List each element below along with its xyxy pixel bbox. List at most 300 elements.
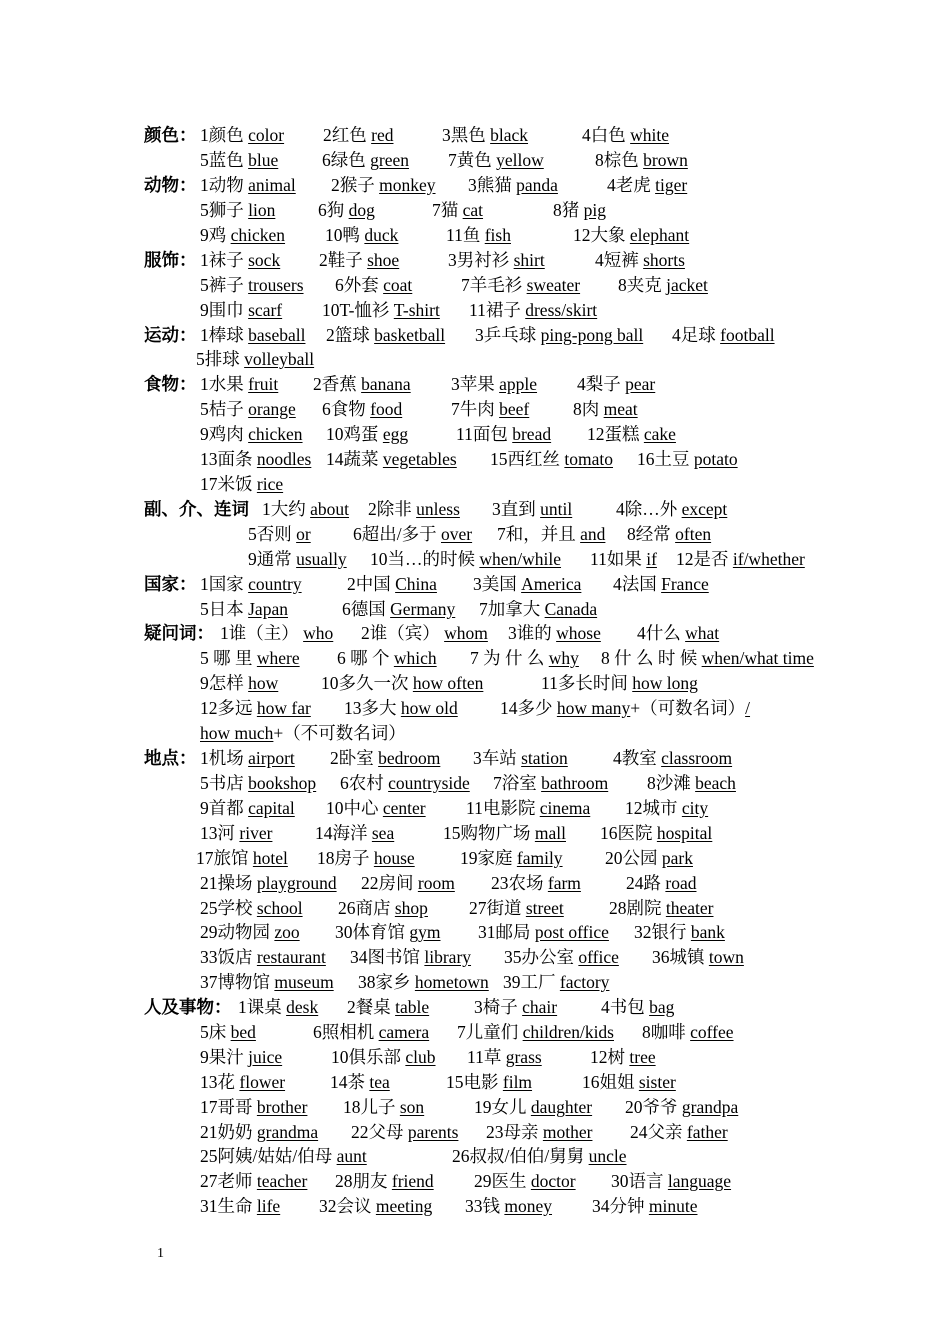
english-term: minute bbox=[648, 1196, 698, 1216]
vocab-entry bbox=[322, 299, 440, 321]
vocab-entry bbox=[200, 747, 295, 769]
chinese-term: 9鸡 bbox=[200, 225, 227, 245]
chinese-term: 8 什 么 时 候 bbox=[601, 648, 698, 668]
chinese-term: 23母亲 bbox=[486, 1122, 539, 1142]
vocab-entry bbox=[331, 1046, 436, 1068]
vocab-entry bbox=[582, 1071, 676, 1093]
chinese-term: 30语言 bbox=[611, 1171, 664, 1191]
chinese-term: 2红色 bbox=[323, 125, 367, 145]
chinese-term: 7加拿大 bbox=[479, 599, 541, 619]
english-term: and bbox=[580, 524, 606, 544]
vocab-entry bbox=[457, 1021, 614, 1043]
english-term: why bbox=[548, 648, 579, 668]
chinese-term: 8猪 bbox=[553, 200, 580, 220]
chinese-term: 34图书馆 bbox=[350, 947, 420, 967]
chinese-term: 2卧室 bbox=[330, 748, 374, 768]
chinese-term: 5桔子 bbox=[200, 399, 244, 419]
vocab-entry bbox=[200, 797, 295, 819]
chinese-term: 2猴子 bbox=[331, 175, 375, 195]
english-term: country bbox=[248, 574, 302, 594]
vocab-entry bbox=[452, 1145, 627, 1167]
english-term: apple bbox=[499, 374, 538, 394]
vocab-entry bbox=[326, 797, 426, 819]
english-term: green bbox=[370, 150, 409, 170]
vocab-entry bbox=[200, 149, 278, 171]
chinese-term: 6超出/多于 bbox=[353, 524, 437, 544]
english-term: sock bbox=[248, 250, 281, 270]
vocab-entry bbox=[326, 448, 457, 470]
english-term: table bbox=[395, 997, 430, 1017]
vocab-entry bbox=[503, 971, 609, 993]
english-term: beach bbox=[695, 773, 736, 793]
english-term: ping-pong ball bbox=[540, 325, 644, 345]
chinese-term: 4书包 bbox=[601, 997, 645, 1017]
english-term: if/whether bbox=[732, 549, 805, 569]
english-term: shop bbox=[394, 898, 428, 918]
vocab-entry bbox=[335, 921, 441, 943]
english-term: city bbox=[681, 798, 709, 818]
vocab-entry bbox=[486, 1121, 592, 1143]
chinese-term: 7浴室 bbox=[493, 773, 537, 793]
chinese-term: 29医生 bbox=[474, 1171, 527, 1191]
chinese-term: 13花 bbox=[200, 1072, 235, 1092]
english-term: often bbox=[675, 524, 712, 544]
english-term: language bbox=[667, 1171, 732, 1191]
vocab-entry bbox=[446, 1071, 532, 1093]
vocab-entry bbox=[200, 897, 303, 919]
english-term: bed bbox=[230, 1022, 256, 1042]
chinese-term: 13面条 bbox=[200, 449, 253, 469]
chinese-term: 5否则 bbox=[248, 524, 292, 544]
english-term: brown bbox=[643, 150, 688, 170]
chinese-term: 2餐桌 bbox=[347, 997, 391, 1017]
vocab-entry bbox=[625, 1096, 738, 1118]
page-number: 1 bbox=[157, 1246, 164, 1261]
english-term: fish bbox=[484, 225, 511, 245]
english-term: how often bbox=[412, 673, 484, 693]
chinese-term: 14茶 bbox=[330, 1072, 365, 1092]
vocab-entry bbox=[200, 1170, 307, 1192]
english-term: restaurant bbox=[256, 947, 326, 967]
chinese-term: 30体育馆 bbox=[335, 922, 405, 942]
chinese-term: 4老虎 bbox=[607, 175, 651, 195]
english-term: town bbox=[708, 947, 744, 967]
vocab-entry bbox=[200, 772, 316, 794]
vocab-entry bbox=[248, 523, 311, 545]
english-term: airport bbox=[248, 748, 295, 768]
vocab-entry bbox=[200, 199, 275, 221]
chinese-term: 11鱼 bbox=[446, 225, 481, 245]
english-term: how far bbox=[256, 698, 311, 718]
chinese-term: 11多长时间 bbox=[541, 673, 628, 693]
chinese-term: 21奶奶 bbox=[200, 1122, 253, 1142]
vocab-entry bbox=[200, 971, 334, 993]
chinese-term: 11如果 bbox=[590, 549, 642, 569]
english-term: tiger bbox=[655, 175, 688, 195]
vocab-entry bbox=[478, 921, 609, 943]
vocab-entry bbox=[595, 149, 688, 171]
chinese-term: 16土豆 bbox=[637, 449, 690, 469]
chinese-term: 34分钟 bbox=[592, 1196, 645, 1216]
vocab-entry bbox=[605, 847, 693, 869]
chinese-term: 8肉 bbox=[573, 399, 600, 419]
vocab-entry bbox=[627, 523, 711, 545]
english-term: banana bbox=[361, 374, 411, 394]
chinese-term: 33饭店 bbox=[200, 947, 253, 967]
chinese-term: 31生命 bbox=[200, 1196, 253, 1216]
vocab-entry bbox=[469, 897, 564, 919]
chinese-term: 13河 bbox=[200, 823, 235, 843]
english-term: over bbox=[441, 524, 473, 544]
english-term: coffee bbox=[690, 1022, 734, 1042]
vocab-entry bbox=[200, 921, 300, 943]
vocab-entry bbox=[200, 299, 282, 321]
vocab-entry bbox=[590, 1046, 656, 1068]
chinese-term: 5 哪 里 bbox=[200, 648, 253, 668]
chinese-term: 20公园 bbox=[605, 848, 658, 868]
chinese-term: 4法国 bbox=[613, 574, 657, 594]
vocab-entry bbox=[248, 548, 347, 570]
english-term: Canada bbox=[544, 599, 598, 619]
chinese-term: 12城市 bbox=[625, 798, 678, 818]
vocab-entry bbox=[200, 697, 311, 719]
vocab-entry bbox=[196, 348, 314, 370]
english-term: meeting bbox=[375, 1196, 433, 1216]
english-term: playground bbox=[256, 873, 337, 893]
vocab-entry bbox=[200, 573, 302, 595]
vocab-entry bbox=[196, 847, 288, 869]
english-term: life bbox=[256, 1196, 281, 1216]
vocab-entry bbox=[473, 747, 568, 769]
vocab-entry bbox=[361, 872, 455, 894]
vocab-entry bbox=[200, 1195, 280, 1217]
english-term: chair bbox=[522, 997, 558, 1017]
vocab-entry bbox=[347, 573, 437, 595]
english-term: which bbox=[393, 648, 437, 668]
vocab-entry bbox=[442, 124, 528, 146]
vocab-entry bbox=[479, 598, 597, 620]
vocab-entry bbox=[343, 1096, 424, 1118]
english-term: yellow bbox=[496, 150, 544, 170]
english-term: sweater bbox=[526, 275, 581, 295]
vocab-entry bbox=[200, 1145, 367, 1167]
english-term: film bbox=[502, 1072, 533, 1092]
chinese-term: 5排球 bbox=[196, 349, 240, 369]
chinese-term: 32会议 bbox=[319, 1196, 372, 1216]
vocab-entry bbox=[652, 946, 744, 968]
english-term: trousers bbox=[248, 275, 304, 295]
english-term: camera bbox=[378, 1022, 430, 1042]
vocab-entry bbox=[200, 249, 280, 271]
chinese-term: 6农村 bbox=[340, 773, 384, 793]
english-term: sister bbox=[638, 1072, 676, 1092]
chinese-term: 1机场 bbox=[200, 748, 244, 768]
vocab-entry bbox=[319, 249, 399, 271]
vocab-entry bbox=[573, 224, 689, 246]
chinese-term: 9首都 bbox=[200, 798, 244, 818]
english-term: grandpa bbox=[681, 1097, 739, 1117]
chinese-term: 25学校 bbox=[200, 898, 253, 918]
category-label: 疑问词： bbox=[144, 623, 214, 643]
chinese-term: 11裙子 bbox=[469, 300, 521, 320]
vocab-entry bbox=[342, 598, 455, 620]
vocab-entry bbox=[323, 124, 393, 146]
vocab-entry bbox=[474, 1096, 592, 1118]
chinese-term: 17旅馆 bbox=[196, 848, 249, 868]
english-term: how bbox=[248, 673, 279, 693]
english-term: coat bbox=[383, 275, 413, 295]
chinese-term: 9怎样 bbox=[200, 673, 244, 693]
vocab-entry bbox=[200, 1096, 307, 1118]
english-term: bathroom bbox=[541, 773, 609, 793]
chinese-term: 1动物 bbox=[200, 175, 244, 195]
vocab-entry bbox=[461, 274, 580, 296]
vocab-entry bbox=[200, 647, 300, 669]
english-term: factory bbox=[559, 972, 610, 992]
vocab-entry bbox=[587, 423, 676, 445]
english-term: dress/skirt bbox=[525, 300, 598, 320]
chinese-term: 36城镇 bbox=[652, 947, 705, 967]
vocab-entry bbox=[353, 523, 472, 545]
chinese-term: 27老师 bbox=[200, 1171, 253, 1191]
english-term: meat bbox=[603, 399, 638, 419]
chinese-term: 9围巾 bbox=[200, 300, 244, 320]
vocab-entry bbox=[200, 946, 326, 968]
category-label: 服饰： bbox=[144, 250, 197, 270]
chinese-term: 2鞋子 bbox=[319, 250, 363, 270]
english-term: chicken bbox=[230, 225, 286, 245]
chinese-term: 3谁的 bbox=[508, 623, 552, 643]
chinese-term: 32银行 bbox=[634, 922, 687, 942]
english-term: animal bbox=[248, 175, 296, 195]
english-term: America bbox=[521, 574, 582, 594]
english-term: elephant bbox=[629, 225, 690, 245]
chinese-term: 10多久一次 bbox=[321, 673, 409, 693]
vocab-entry bbox=[637, 622, 719, 644]
vocab-entry bbox=[200, 174, 296, 196]
chinese-term: 1颜色 bbox=[200, 125, 244, 145]
chinese-term: 1谁（主） bbox=[220, 623, 299, 643]
vocab-entry bbox=[344, 697, 458, 719]
english-term: usually bbox=[296, 549, 347, 569]
chinese-term: 27街道 bbox=[469, 898, 522, 918]
english-term: about bbox=[310, 499, 350, 519]
english-term: baseball bbox=[248, 325, 306, 345]
vocab-entry bbox=[642, 1021, 734, 1043]
english-term: mall bbox=[534, 823, 566, 843]
english-term: post office bbox=[534, 922, 609, 942]
vocab-entry bbox=[611, 1170, 731, 1192]
chinese-term: 2谁（宾） bbox=[361, 623, 440, 643]
english-term: road bbox=[665, 873, 697, 893]
english-term: tree bbox=[629, 1047, 656, 1067]
english-term: blue bbox=[248, 150, 279, 170]
chinese-term: 6食物 bbox=[322, 399, 366, 419]
vocab-entry bbox=[326, 423, 408, 445]
chinese-term: 3椅子 bbox=[474, 997, 518, 1017]
chinese-term: 1水果 bbox=[200, 374, 244, 394]
english-term: daughter bbox=[530, 1097, 593, 1117]
english-term: zoo bbox=[274, 922, 300, 942]
chinese-term: 7牛肉 bbox=[451, 399, 495, 419]
english-term: aunt bbox=[336, 1146, 367, 1166]
english-term: school bbox=[256, 898, 303, 918]
chinese-term: 21操场 bbox=[200, 873, 253, 893]
chinese-term: 28朋友 bbox=[335, 1171, 388, 1191]
english-term: money bbox=[504, 1196, 553, 1216]
chinese-term: 5裤子 bbox=[200, 275, 244, 295]
vocab-entry bbox=[200, 224, 285, 246]
vocab-entry bbox=[347, 996, 429, 1018]
english-term: egg bbox=[382, 424, 409, 444]
english-term: if bbox=[646, 549, 657, 569]
vocab-entry bbox=[541, 672, 698, 694]
english-term: grandma bbox=[256, 1122, 319, 1142]
chinese-term: 15西红丝 bbox=[490, 449, 560, 469]
vocab-entry bbox=[335, 1170, 434, 1192]
english-term: vegetables bbox=[382, 449, 457, 469]
english-term: color bbox=[248, 125, 285, 145]
chinese-term: 39工厂 bbox=[503, 972, 556, 992]
english-term: whom bbox=[444, 623, 488, 643]
vocab-entry bbox=[460, 847, 563, 869]
vocab-entry bbox=[322, 398, 402, 420]
vocab-entry bbox=[504, 946, 619, 968]
chinese-term: 3车站 bbox=[473, 748, 517, 768]
english-term: whose bbox=[556, 623, 601, 643]
english-term: potato bbox=[693, 449, 738, 469]
english-term: chicken bbox=[248, 424, 303, 444]
chinese-term: 18房子 bbox=[317, 848, 370, 868]
chinese-term: 5床 bbox=[200, 1022, 227, 1042]
english-term: father bbox=[686, 1122, 728, 1142]
english-term: flower bbox=[239, 1072, 286, 1092]
chinese-term: 11电影院 bbox=[466, 798, 536, 818]
vocab-entry bbox=[319, 1195, 432, 1217]
english-term: when/while bbox=[479, 549, 562, 569]
chinese-term: 4足球 bbox=[672, 325, 716, 345]
chinese-term: 6狗 bbox=[318, 200, 345, 220]
vocab-entry bbox=[200, 448, 311, 470]
english-term: office bbox=[578, 947, 619, 967]
english-term: how much bbox=[200, 723, 274, 743]
english-term: cinema bbox=[539, 798, 591, 818]
english-term: son bbox=[399, 1097, 425, 1117]
english-term: sea bbox=[371, 823, 395, 843]
vocab-entry bbox=[601, 647, 814, 669]
chinese-term: 4白色 bbox=[582, 125, 626, 145]
chinese-term: 3苹果 bbox=[451, 374, 495, 394]
english-term: noodles bbox=[256, 449, 312, 469]
vocab-entry bbox=[491, 872, 581, 894]
chinese-term: 8咖啡 bbox=[642, 1022, 686, 1042]
vocab-entry bbox=[200, 872, 337, 894]
english-term: hospital bbox=[656, 823, 713, 843]
usage-note: +（可数名词） bbox=[630, 698, 746, 718]
chinese-term: 23农场 bbox=[491, 873, 544, 893]
english-term: bread bbox=[512, 424, 552, 444]
chinese-term: 4梨子 bbox=[577, 374, 621, 394]
vocab-entry bbox=[351, 1121, 458, 1143]
english-term: grass bbox=[505, 1047, 542, 1067]
vocab-entry bbox=[474, 996, 557, 1018]
english-term: doctor bbox=[530, 1171, 576, 1191]
vocab-entry bbox=[500, 697, 750, 719]
english-term: volleyball bbox=[244, 349, 315, 369]
english-term: rice bbox=[256, 474, 284, 494]
chinese-term: 1大约 bbox=[262, 499, 306, 519]
category-label: 国家： bbox=[144, 574, 197, 594]
chinese-term: 7儿童们 bbox=[457, 1022, 519, 1042]
english-term: classroom bbox=[661, 748, 733, 768]
vocab-entry bbox=[607, 174, 687, 196]
vocab-entry bbox=[613, 747, 732, 769]
vocab-entry bbox=[317, 847, 415, 869]
chinese-term: 7羊毛衫 bbox=[461, 275, 523, 295]
chinese-term: 8经常 bbox=[627, 524, 671, 544]
english-term: football bbox=[720, 325, 775, 345]
english-term: how old bbox=[400, 698, 458, 718]
category-label: 食物： bbox=[144, 374, 197, 394]
vocab-entry bbox=[200, 822, 272, 844]
english-term: except bbox=[681, 499, 728, 519]
english-term: pig bbox=[583, 200, 606, 220]
category-label: 地点： bbox=[144, 748, 197, 768]
chinese-term: 11草 bbox=[467, 1047, 502, 1067]
chinese-term: 33钱 bbox=[465, 1196, 500, 1216]
chinese-term: 19家庭 bbox=[460, 848, 513, 868]
english-term: juice bbox=[248, 1047, 283, 1067]
chinese-term: 11面包 bbox=[456, 424, 508, 444]
chinese-term: 13多大 bbox=[344, 698, 397, 718]
chinese-term: 6 哪 个 bbox=[337, 648, 390, 668]
chinese-term: 9通常 bbox=[248, 549, 292, 569]
vocab-entry bbox=[370, 548, 561, 570]
chinese-term: 3黑色 bbox=[442, 125, 486, 145]
vocab-entry bbox=[350, 946, 471, 968]
chinese-term: 8沙滩 bbox=[647, 773, 691, 793]
vocab-entry bbox=[315, 822, 394, 844]
vocab-entry bbox=[313, 1021, 429, 1043]
vocab-entry bbox=[200, 398, 296, 420]
chinese-term: 7黄色 bbox=[448, 150, 492, 170]
english-term: black bbox=[490, 125, 529, 145]
vocab-entry bbox=[647, 772, 736, 794]
chinese-term: 1棒球 bbox=[200, 325, 244, 345]
english-term: cake bbox=[643, 424, 676, 444]
chinese-term: 3熊猫 bbox=[468, 175, 512, 195]
vocab-entry bbox=[200, 1121, 318, 1143]
chinese-term: 31邮局 bbox=[478, 922, 531, 942]
vocab-entry bbox=[337, 647, 437, 669]
vocab-entry bbox=[200, 274, 304, 296]
english-term: dog bbox=[348, 200, 375, 220]
vocab-entry bbox=[335, 274, 412, 296]
vocab-entry bbox=[493, 772, 608, 794]
chinese-term: 9果汁 bbox=[200, 1047, 244, 1067]
english-term: Japan bbox=[248, 599, 288, 619]
english-term: hotel bbox=[252, 848, 288, 868]
vocab-entry bbox=[475, 324, 643, 346]
english-term: house bbox=[373, 848, 415, 868]
english-term: uncle bbox=[588, 1146, 627, 1166]
english-term: food bbox=[370, 399, 403, 419]
vocab-entry bbox=[613, 573, 709, 595]
vocab-entry bbox=[361, 622, 488, 644]
vocab-entry bbox=[592, 1195, 697, 1217]
english-term: hometown bbox=[414, 972, 489, 992]
vocab-entry bbox=[676, 548, 805, 570]
